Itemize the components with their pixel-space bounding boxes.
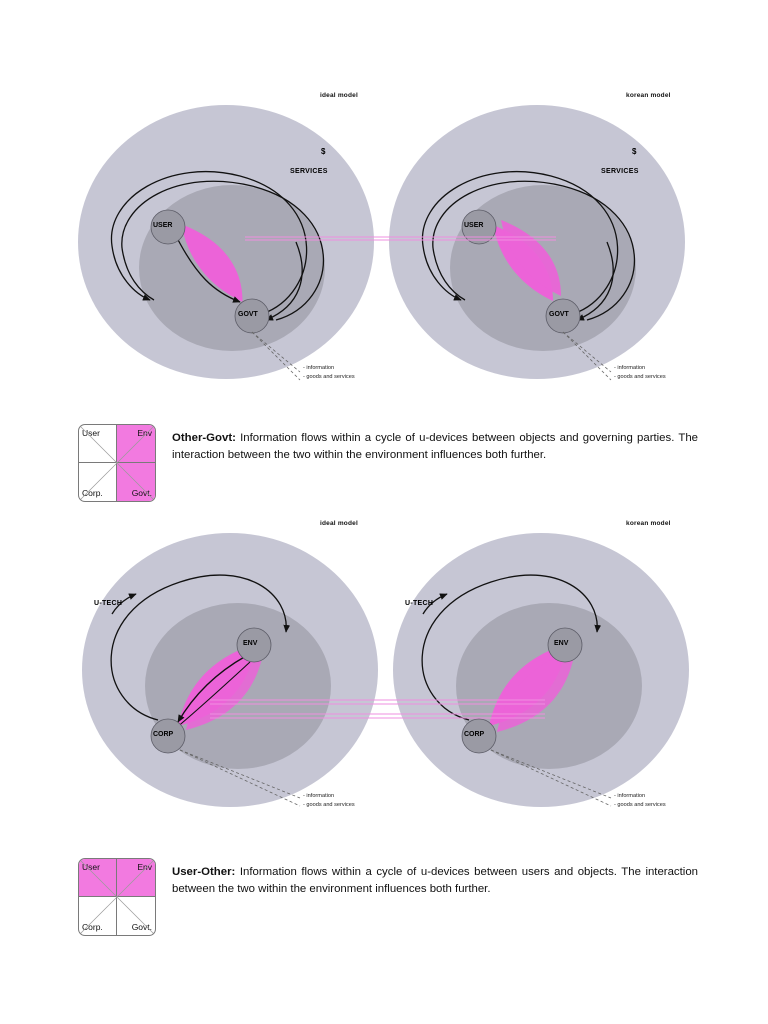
flow-label-money-ideal-1: $ [321,147,326,156]
matrix-cell-user-2 [79,859,117,897]
matrix-other-govt [78,424,156,502]
matrix-cell-user-label-2: User [82,862,100,872]
matrix-cell-env-label-2: Env [137,862,152,872]
matrix-cell-user-1 [79,425,117,463]
node-corp-label-korean-2: CORP [464,731,485,738]
flow-label-services-ideal-1: SERVICES [290,168,328,175]
matrix-cell-corp-2 [79,897,117,935]
legend-goods-korean-2: - goods and services [614,802,666,808]
caption-body-user-other: Information flows within a cycle of u-devices between users and objects. The interaction between the two within the environment influences both further. [172,866,698,895]
flow-label-services-korean-1: SERVICES [601,168,639,175]
panel-korean-2 [393,533,689,807]
model-label-ideal-1: ideal model [320,92,358,99]
flow-label-utech-korean-2: U-TECH [405,600,434,607]
diagram-other-govt [0,80,768,400]
matrix-cell-user-label-1: User [82,428,100,438]
matrix-cell-env-1 [117,425,155,463]
caption-body-other-govt: Information flows within a cycle of u-devices between objects and governing parties. The interaction between the two within the environment influences both further. [172,432,698,461]
node-env-label-korean-2: ENV [554,640,569,647]
matrix-user-other [78,858,156,936]
matrix-cell-corp-label-1: Corp. [82,488,103,498]
caption-text-other-govt [172,424,698,464]
legend-information-korean-1: - information [614,365,646,371]
caption-title-other-govt: Other-Govt: [172,432,236,444]
flow-label-money-korean-1: $ [632,147,637,156]
panel-ideal-2 [82,533,378,807]
matrix-cell-corp-label-2: Corp. [82,922,103,932]
caption-text-user-other [172,858,698,898]
matrix-cell-env-label-1: Env [137,428,152,438]
legend-information-ideal-1: - information [303,365,335,371]
diagram-other-govt-graphic [0,80,768,400]
flow-label-utech-ideal-2: U-TECH [94,600,123,607]
panel-ideal-1 [78,105,374,380]
diagram-user-other-graphic [0,508,768,828]
node-user-label-korean-1: USER [464,222,484,229]
caption-user-other [78,858,698,936]
legend-information-korean-2: - information [614,793,646,799]
matrix-cell-govt-1 [117,463,155,501]
caption-title-user-other: User-Other: [172,866,236,878]
matrix-cell-env-2 [117,859,155,897]
legend-goods-ideal-2: - goods and services [303,802,355,808]
matrix-cell-govt-label-2: Govt. [131,922,152,932]
matrix-cell-govt-2 [117,897,155,935]
node-govt-label-korean-1: GOVT [549,311,569,318]
matrix-cell-corp-1 [79,463,117,501]
model-label-ideal-2: ideal model [320,520,358,527]
node-user-label-ideal-1: USER [153,222,173,229]
legend-information-ideal-2: - information [303,793,335,799]
panel-korean-1 [389,105,685,380]
legend-goods-korean-1: - goods and services [614,374,666,380]
model-label-korean-2: korean model [626,520,671,527]
model-label-korean-1: korean model [626,92,671,99]
diagram-user-other [0,508,768,828]
caption-other-govt [78,424,698,502]
node-corp-label-ideal-2: CORP [153,731,174,738]
matrix-cell-govt-label-1: Govt. [131,488,152,498]
node-env-label-ideal-2: ENV [243,640,258,647]
legend-goods-ideal-1: - goods and services [303,374,355,380]
node-govt-label-ideal-1: GOVT [238,311,258,318]
